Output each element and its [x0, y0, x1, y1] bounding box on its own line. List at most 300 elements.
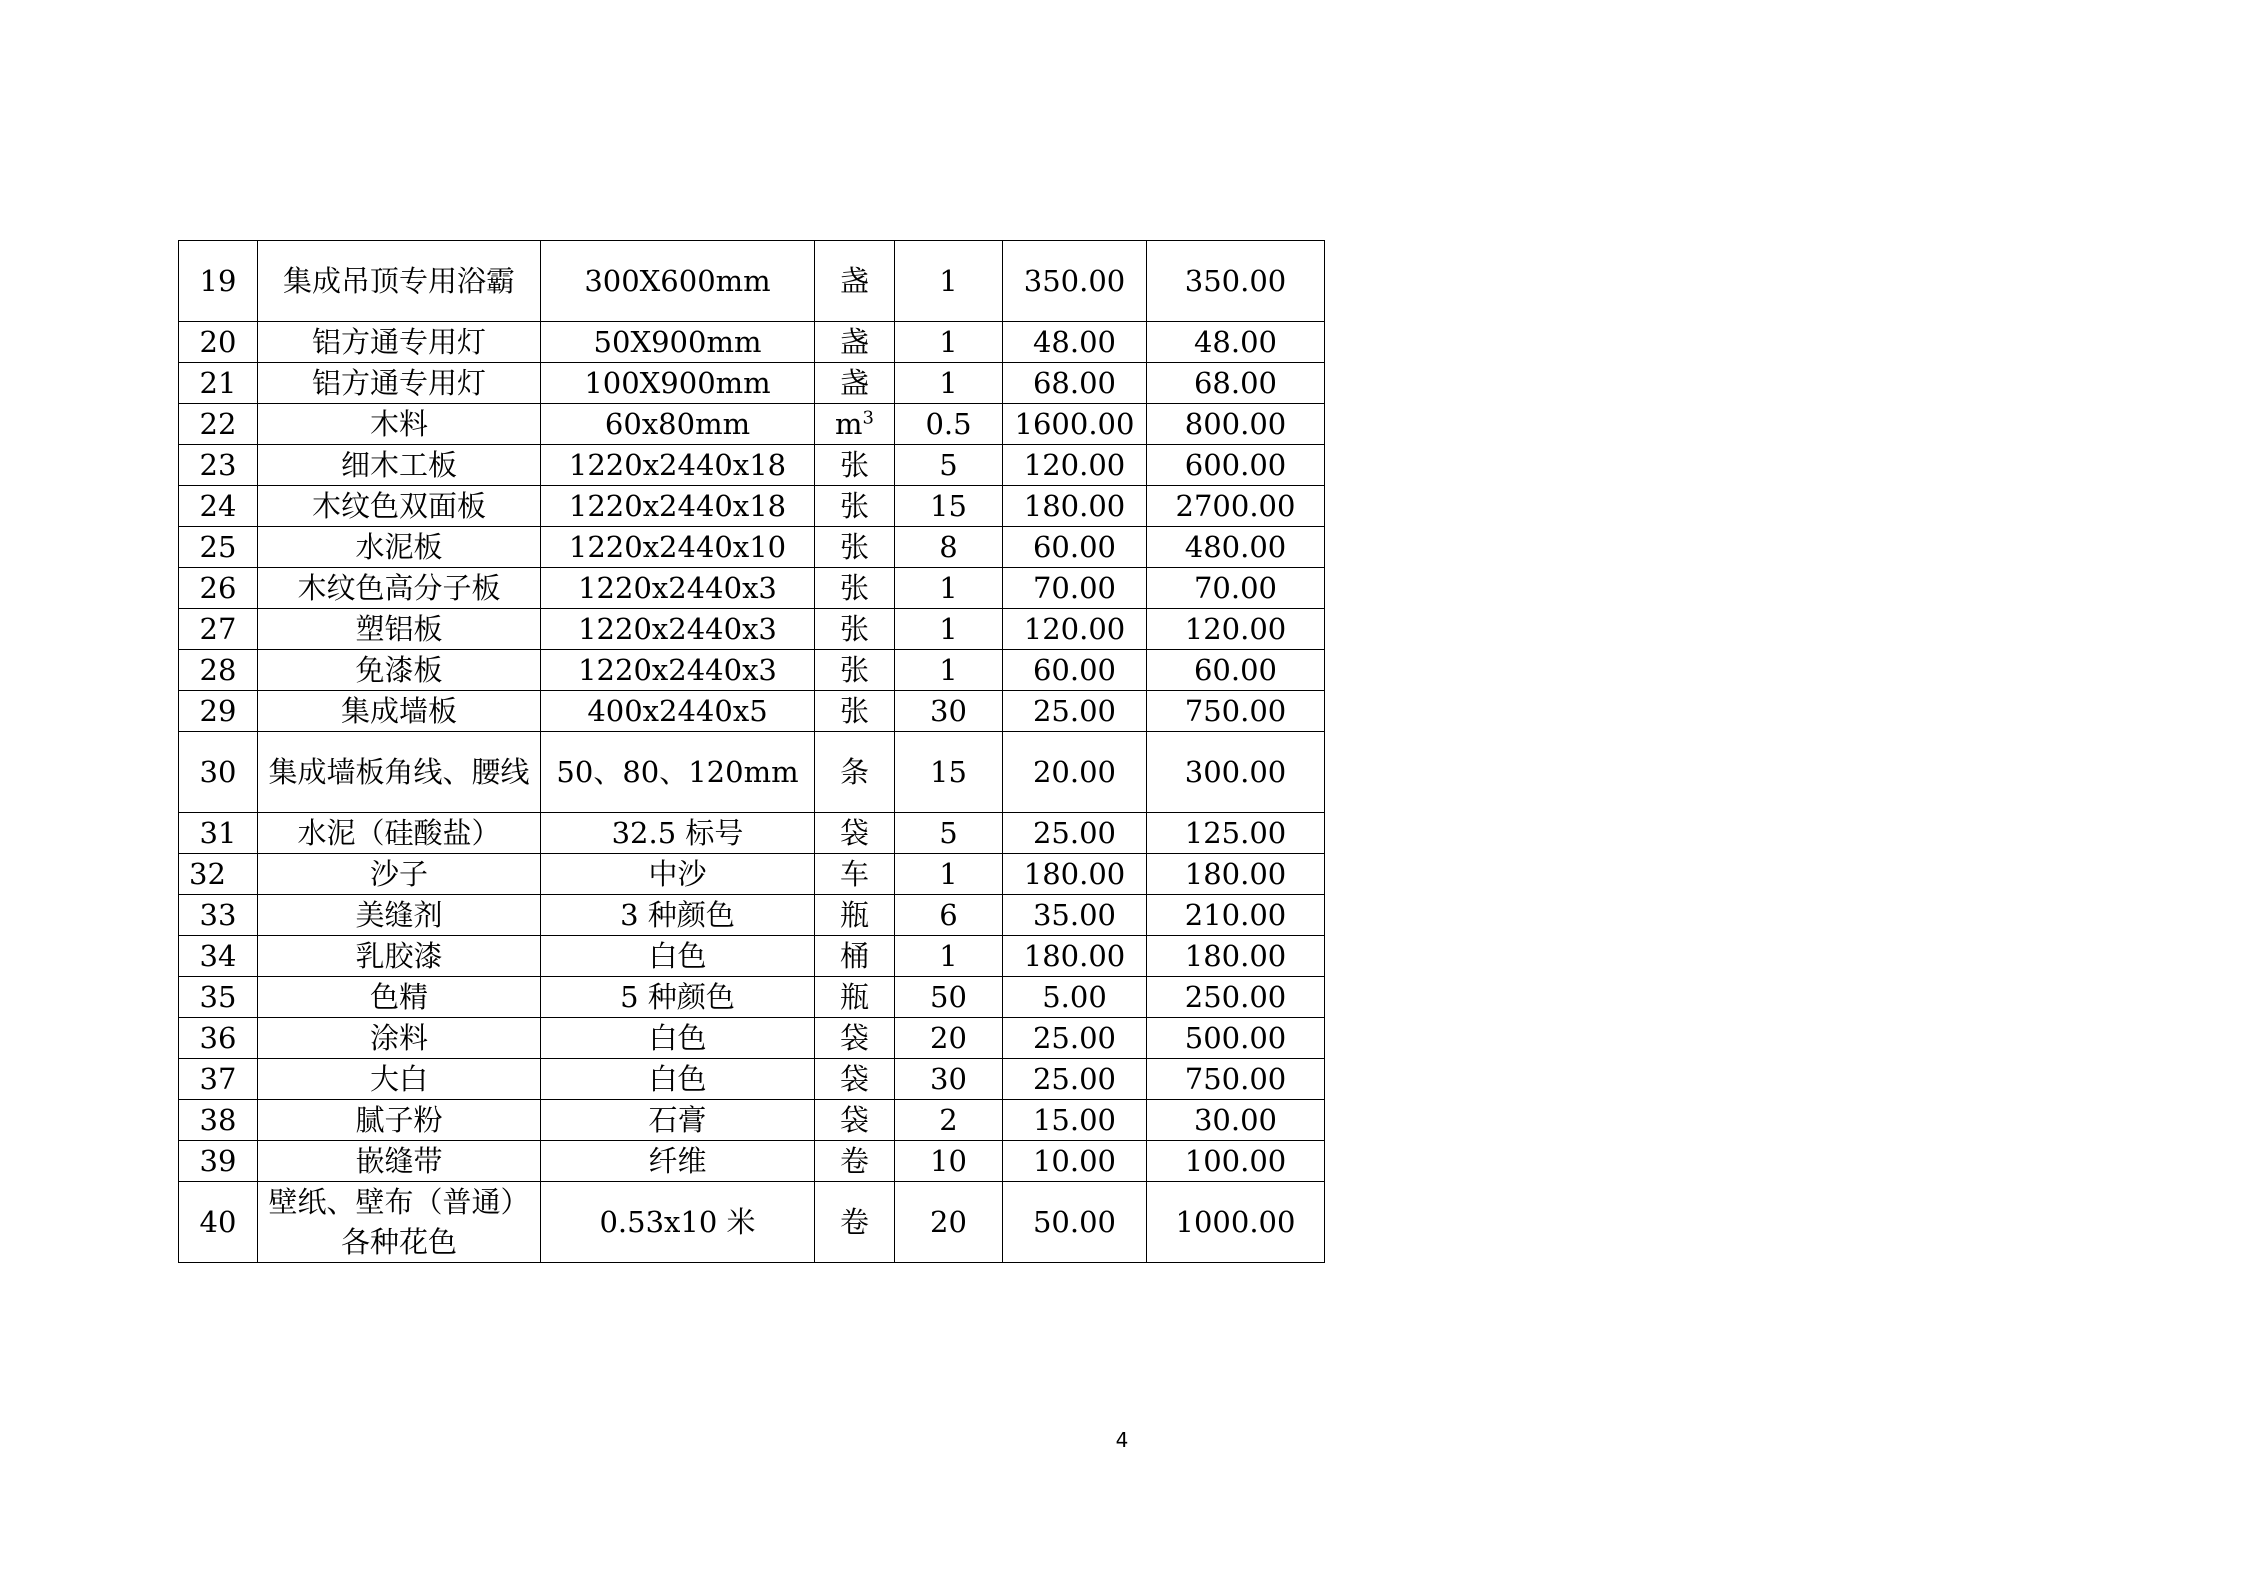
row-number-cell — [179, 1100, 258, 1141]
item-name-text: 细木工板 — [340, 448, 457, 482]
quantity-cell — [895, 1018, 1003, 1059]
unit-price-text: 35.00 — [1032, 898, 1117, 932]
spec-text: 1220x2440x3 — [578, 571, 777, 605]
item-name-text: 塑铝板 — [355, 612, 443, 646]
quantity-text: 6 — [939, 898, 958, 932]
item-name-cell — [258, 1018, 541, 1059]
unit-text: 瓶 — [839, 898, 869, 932]
spec-text: 400x2440x5 — [587, 694, 768, 728]
item-name-text: 木纹色双面板 — [311, 489, 486, 523]
item-name-cell — [258, 527, 541, 568]
unit-price-cell — [1003, 609, 1147, 650]
quantity-text: 1 — [939, 571, 958, 605]
quantity-cell — [895, 977, 1003, 1018]
table-row — [179, 895, 1325, 936]
spec-text: 0.53x10 米 — [599, 1205, 756, 1239]
spec-text: 中沙 — [648, 857, 707, 891]
unit-text: 张 — [839, 489, 869, 523]
total-price-cell — [1147, 936, 1325, 977]
spec-cell — [541, 322, 815, 363]
total-price-cell — [1147, 732, 1325, 813]
item-name-text: 涂料 — [369, 1021, 428, 1055]
quantity-cell — [895, 322, 1003, 363]
item-name-cell — [258, 486, 541, 527]
item-name-text: 色精 — [369, 980, 428, 1014]
spec-text: 石膏 — [648, 1103, 707, 1137]
row-number-text: 20 — [199, 325, 237, 359]
item-name-text: 集成墙板 — [340, 694, 457, 728]
spec-cell — [541, 1182, 815, 1263]
table-row — [179, 527, 1325, 568]
spec-text: 3 种颜色 — [620, 898, 735, 932]
unit-cell — [815, 445, 895, 486]
unit-text: 张 — [839, 612, 869, 646]
item-name-cell — [258, 609, 541, 650]
unit-text: 袋 — [839, 1103, 869, 1137]
row-number-cell — [179, 1018, 258, 1059]
row-number-cell — [179, 609, 258, 650]
unit-cell — [815, 936, 895, 977]
unit-price-text: 50.00 — [1032, 1205, 1117, 1239]
row-number-cell — [179, 895, 258, 936]
unit-cell — [815, 895, 895, 936]
table-row — [179, 1141, 1325, 1182]
item-name-cell — [258, 977, 541, 1018]
unit-price-cell — [1003, 895, 1147, 936]
row-number-text: 30 — [199, 755, 237, 789]
row-number-cell — [179, 1141, 258, 1182]
unit-price-text: 20.00 — [1032, 755, 1117, 789]
table-row — [179, 568, 1325, 609]
total-price-text: 210.00 — [1184, 898, 1287, 932]
total-price-text: 2700.00 — [1175, 489, 1296, 523]
table-row — [179, 936, 1325, 977]
total-price-cell — [1147, 609, 1325, 650]
spec-text: 100X900mm — [584, 366, 771, 400]
row-number-text: 25 — [199, 530, 237, 564]
unit-text: 张 — [839, 694, 869, 728]
unit-price-cell — [1003, 650, 1147, 691]
quantity-text: 1 — [939, 857, 958, 891]
total-price-text: 180.00 — [1184, 857, 1287, 891]
quantity-cell — [895, 1059, 1003, 1100]
spec-text: 300X600mm — [584, 264, 771, 298]
unit-text: 瓶 — [839, 980, 869, 1014]
item-name-text: 铝方通专用灯 — [311, 325, 486, 359]
unit-cell — [815, 732, 895, 813]
total-price-text: 48.00 — [1193, 325, 1278, 359]
quantity-cell — [895, 895, 1003, 936]
unit-price-cell — [1003, 813, 1147, 854]
quantity-text: 5 — [939, 448, 958, 482]
quantity-cell — [895, 650, 1003, 691]
total-price-cell — [1147, 1018, 1325, 1059]
item-name-cell — [258, 568, 541, 609]
unit-text: 袋 — [839, 816, 869, 850]
unit-text: 张 — [839, 571, 869, 605]
row-number-cell — [179, 936, 258, 977]
item-name-cell — [258, 854, 541, 895]
unit-price-text: 180.00 — [1023, 939, 1126, 973]
item-name-text: 大白 — [369, 1062, 428, 1096]
table-row — [179, 977, 1325, 1018]
unit-price-text: 120.00 — [1023, 612, 1126, 646]
spec-cell — [541, 1141, 815, 1182]
quantity-text: 2 — [939, 1103, 958, 1137]
table-row — [179, 1059, 1325, 1100]
spec-cell — [541, 895, 815, 936]
row-number-text: 32 — [189, 857, 226, 891]
quantity-cell — [895, 1182, 1003, 1263]
item-name-cell — [258, 322, 541, 363]
quantity-cell — [895, 854, 1003, 895]
row-number-cell — [179, 691, 258, 732]
quantity-cell — [895, 732, 1003, 813]
table-row — [179, 1018, 1325, 1059]
quantity-cell — [895, 936, 1003, 977]
total-price-text: 125.00 — [1184, 816, 1287, 850]
unit-cell — [815, 1059, 895, 1100]
item-name-cell — [258, 732, 541, 813]
row-number-cell — [179, 1182, 258, 1263]
quantity-cell — [895, 691, 1003, 732]
total-price-cell — [1147, 527, 1325, 568]
unit-cell — [815, 404, 895, 445]
item-name-cell — [258, 1141, 541, 1182]
total-price-text: 500.00 — [1184, 1021, 1287, 1055]
unit-price-text: 68.00 — [1032, 366, 1117, 400]
quantity-text: 10 — [930, 1144, 967, 1178]
item-name-text: 美缝剂 — [355, 898, 443, 932]
unit-text: 袋 — [839, 1062, 869, 1096]
unit-text: 盏 — [839, 366, 869, 400]
unit-text: 盏 — [839, 264, 869, 298]
item-name-text: 水泥（硅酸盐） — [297, 816, 501, 850]
quantity-text: 8 — [939, 530, 958, 564]
table-row — [179, 813, 1325, 854]
item-name-cell — [258, 936, 541, 977]
item-name-text: 木纹色高分子板 — [297, 571, 501, 605]
table-row — [179, 322, 1325, 363]
spec-text: 1220x2440x3 — [578, 612, 777, 646]
row-number-cell — [179, 486, 258, 527]
quantity-cell — [895, 445, 1003, 486]
row-number-text: 21 — [199, 366, 237, 400]
spec-cell — [541, 241, 815, 322]
quantity-text: 15 — [930, 489, 967, 523]
spec-cell — [541, 1059, 815, 1100]
quantity-text: 1 — [939, 939, 958, 973]
quantity-cell — [895, 404, 1003, 445]
unit-price-cell — [1003, 936, 1147, 977]
spec-text: 白色 — [648, 1021, 707, 1055]
quantity-text: 30 — [930, 1062, 967, 1096]
unit-cell — [815, 854, 895, 895]
quantity-cell — [895, 1141, 1003, 1182]
unit-price-cell — [1003, 445, 1147, 486]
spec-cell — [541, 1018, 815, 1059]
unit-cell — [815, 322, 895, 363]
spec-cell — [541, 732, 815, 813]
total-price-cell — [1147, 241, 1325, 322]
row-number-text: 38 — [199, 1103, 237, 1137]
total-price-text: 100.00 — [1184, 1144, 1287, 1178]
unit-price-cell — [1003, 241, 1147, 322]
table-row — [179, 241, 1325, 322]
unit-text: 袋 — [839, 1021, 869, 1055]
spec-cell — [541, 977, 815, 1018]
table-row — [179, 609, 1325, 650]
quantity-cell — [895, 363, 1003, 404]
unit-price-cell — [1003, 1100, 1147, 1141]
item-name-cell — [258, 691, 541, 732]
spec-cell — [541, 404, 815, 445]
total-price-text: 300.00 — [1184, 755, 1287, 789]
item-name-cell — [258, 363, 541, 404]
spec-text: 1220x2440x3 — [578, 653, 777, 687]
row-number-cell — [179, 977, 258, 1018]
item-name-text: 沙子 — [369, 857, 428, 891]
unit-cell — [815, 813, 895, 854]
quantity-cell — [895, 241, 1003, 322]
row-number-text: 22 — [199, 407, 237, 441]
spec-text: 1220x2440x18 — [568, 448, 787, 482]
item-name-cell — [258, 241, 541, 322]
total-price-cell — [1147, 568, 1325, 609]
quantity-text: 1 — [939, 612, 958, 646]
spec-text: 纤维 — [648, 1144, 707, 1178]
quantity-cell — [895, 1100, 1003, 1141]
unit-cell — [815, 1141, 895, 1182]
total-price-cell — [1147, 650, 1325, 691]
unit-cell — [815, 650, 895, 691]
total-price-text: 120.00 — [1184, 612, 1287, 646]
table-row — [179, 486, 1325, 527]
unit-price-text: 10.00 — [1032, 1144, 1117, 1178]
unit-text: m — [835, 407, 863, 441]
row-number-text: 29 — [199, 694, 237, 728]
unit-text: 车 — [839, 857, 869, 891]
unit-price-text: 25.00 — [1032, 1062, 1117, 1096]
item-name-text: 集成墙板角线、腰线 — [268, 755, 530, 789]
total-price-text: 250.00 — [1184, 980, 1287, 1014]
unit-price-cell — [1003, 322, 1147, 363]
quantity-text: 5 — [939, 816, 958, 850]
unit-price-text: 1600.00 — [1014, 407, 1135, 441]
unit-price-cell — [1003, 486, 1147, 527]
item-name-text: 免漆板 — [355, 653, 443, 687]
total-price-cell — [1147, 1182, 1325, 1263]
item-name-cell — [258, 895, 541, 936]
total-price-text: 750.00 — [1184, 694, 1287, 728]
unit-price-cell — [1003, 363, 1147, 404]
row-number-text: 33 — [199, 898, 237, 932]
unit-price-text: 60.00 — [1032, 530, 1117, 564]
unit-text: 张 — [839, 530, 869, 564]
item-name-cell — [258, 1182, 541, 1263]
row-number-text: 28 — [199, 653, 237, 687]
spec-text: 5 种颜色 — [620, 980, 735, 1014]
row-number-text: 31 — [199, 816, 237, 850]
item-name-cell — [258, 404, 541, 445]
row-number-text: 26 — [199, 571, 237, 605]
spec-text: 1220x2440x18 — [568, 489, 787, 523]
row-number-text: 27 — [199, 612, 237, 646]
total-price-text: 30.00 — [1193, 1103, 1278, 1137]
quantity-text: 1 — [939, 653, 958, 687]
table-row — [179, 363, 1325, 404]
item-name-cell — [258, 650, 541, 691]
unit-superscript: 3 — [862, 407, 874, 429]
total-price-text: 180.00 — [1184, 939, 1287, 973]
table-row — [179, 650, 1325, 691]
row-number-cell — [179, 241, 258, 322]
unit-price-cell — [1003, 691, 1147, 732]
total-price-cell — [1147, 486, 1325, 527]
item-name-text: 铝方通专用灯 — [311, 366, 486, 400]
unit-price-text: 70.00 — [1032, 571, 1117, 605]
spec-cell — [541, 609, 815, 650]
spec-cell — [541, 813, 815, 854]
unit-text: 张 — [839, 653, 869, 687]
row-number-text: 35 — [199, 980, 237, 1014]
row-number-cell — [179, 527, 258, 568]
spec-cell — [541, 691, 815, 732]
spec-cell — [541, 568, 815, 609]
row-number-text: 40 — [199, 1205, 237, 1239]
item-name-text: 乳胶漆 — [355, 939, 443, 973]
unit-price-text: 120.00 — [1023, 448, 1126, 482]
total-price-cell — [1147, 404, 1325, 445]
row-number-cell — [179, 568, 258, 609]
table-row — [179, 854, 1325, 895]
unit-price-text: 5.00 — [1042, 980, 1107, 1014]
total-price-text: 480.00 — [1184, 530, 1287, 564]
quantity-text: 1 — [939, 264, 958, 298]
item-name-cell — [258, 445, 541, 486]
table-row — [179, 1182, 1325, 1263]
unit-cell — [815, 527, 895, 568]
row-number-text: 37 — [199, 1062, 237, 1096]
unit-text: 条 — [839, 755, 869, 789]
total-price-text: 350.00 — [1184, 264, 1287, 298]
spec-text: 50、80、120mm — [556, 755, 799, 789]
row-number-cell — [179, 322, 258, 363]
unit-cell — [815, 1182, 895, 1263]
total-price-text: 600.00 — [1184, 448, 1287, 482]
unit-price-cell — [1003, 1182, 1147, 1263]
quantity-text: 20 — [930, 1205, 967, 1239]
table-row — [179, 404, 1325, 445]
unit-cell — [815, 363, 895, 404]
unit-price-text: 350.00 — [1023, 264, 1126, 298]
spec-cell — [541, 936, 815, 977]
unit-text: 卷 — [839, 1205, 869, 1239]
quantity-text: 30 — [930, 694, 967, 728]
unit-price-cell — [1003, 732, 1147, 813]
total-price-cell — [1147, 813, 1325, 854]
unit-price-cell — [1003, 854, 1147, 895]
row-number-text: 19 — [199, 264, 237, 298]
unit-cell — [815, 609, 895, 650]
spec-cell — [541, 527, 815, 568]
spec-cell — [541, 445, 815, 486]
table-row — [179, 691, 1325, 732]
quantity-text: 1 — [939, 325, 958, 359]
unit-cell — [815, 1100, 895, 1141]
spec-text: 1220x2440x10 — [568, 530, 787, 564]
quantity-text: 15 — [930, 755, 967, 789]
total-price-text: 70.00 — [1193, 571, 1278, 605]
unit-cell — [815, 977, 895, 1018]
row-number-cell — [179, 1059, 258, 1100]
unit-cell — [815, 241, 895, 322]
total-price-text: 60.00 — [1193, 653, 1278, 687]
unit-text: 卷 — [839, 1144, 869, 1178]
total-price-cell — [1147, 1059, 1325, 1100]
quantity-cell — [895, 527, 1003, 568]
page-number: 4 — [1115, 1428, 1129, 1452]
item-name-text: 腻子粉 — [355, 1103, 443, 1137]
row-number-text: 39 — [199, 1144, 237, 1178]
item-name-text: 水泥板 — [355, 530, 443, 564]
total-price-cell — [1147, 1141, 1325, 1182]
row-number-text: 34 — [199, 939, 237, 973]
total-price-cell — [1147, 854, 1325, 895]
row-number-cell — [179, 854, 258, 895]
row-number-text: 23 — [199, 448, 237, 482]
spec-cell — [541, 363, 815, 404]
unit-text: 张 — [839, 448, 869, 482]
row-number-cell — [179, 404, 258, 445]
item-name-text: 壁纸、壁布（普通）各种花色 — [268, 1185, 530, 1259]
item-name-cell — [258, 1059, 541, 1100]
item-name-cell — [258, 813, 541, 854]
total-price-text: 800.00 — [1184, 407, 1287, 441]
unit-cell — [815, 568, 895, 609]
row-number-cell — [179, 732, 258, 813]
spec-text: 50X900mm — [593, 325, 762, 359]
total-price-text: 750.00 — [1184, 1062, 1287, 1096]
unit-cell — [815, 691, 895, 732]
unit-price-text: 25.00 — [1032, 694, 1117, 728]
total-price-cell — [1147, 895, 1325, 936]
unit-price-text: 48.00 — [1032, 325, 1117, 359]
item-name-cell — [258, 1100, 541, 1141]
total-price-cell — [1147, 363, 1325, 404]
row-number-cell — [179, 445, 258, 486]
row-number-text: 36 — [199, 1021, 237, 1055]
total-price-cell — [1147, 691, 1325, 732]
unit-cell — [815, 486, 895, 527]
item-name-text: 嵌缝带 — [355, 1144, 443, 1178]
unit-price-cell — [1003, 404, 1147, 445]
unit-price-cell — [1003, 1141, 1147, 1182]
table-row — [179, 445, 1325, 486]
unit-price-text: 180.00 — [1023, 489, 1126, 523]
table-row — [179, 732, 1325, 813]
quantity-cell — [895, 813, 1003, 854]
quantity-cell — [895, 568, 1003, 609]
unit-price-text: 180.00 — [1023, 857, 1126, 891]
spec-cell — [541, 1100, 815, 1141]
quantity-text: 20 — [930, 1021, 967, 1055]
total-price-cell — [1147, 977, 1325, 1018]
quantity-cell — [895, 609, 1003, 650]
quantity-text: 1 — [939, 366, 958, 400]
materials-price-table — [178, 240, 1325, 1263]
unit-price-cell — [1003, 1018, 1147, 1059]
